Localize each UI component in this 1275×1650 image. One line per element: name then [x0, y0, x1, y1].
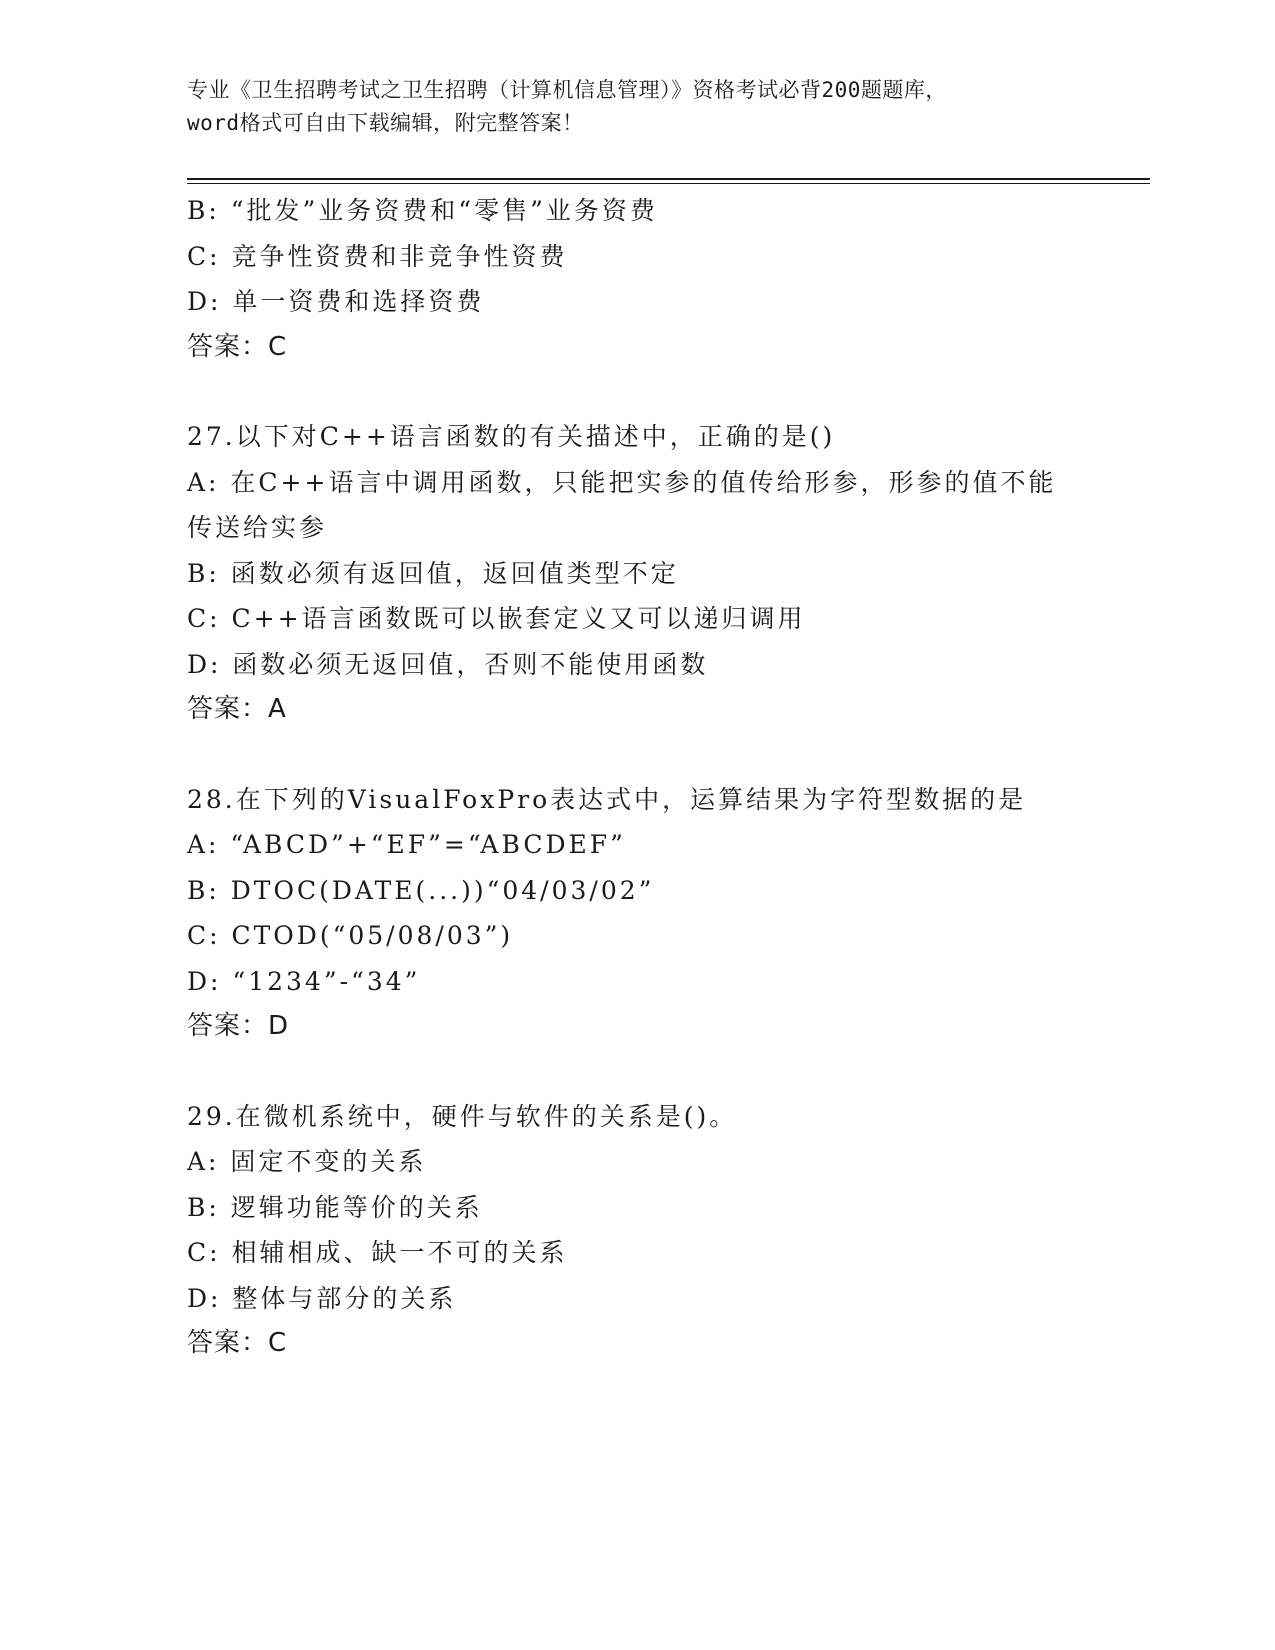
- page-header: [187, 74, 1087, 140]
- answer: 答案：D: [187, 1011, 290, 1041]
- question-27: [187, 414, 1107, 733]
- option-a: A: “ABCD”+“EF”=“ABCDEF”: [187, 830, 626, 859]
- question-text: 29.在微机系统中，硬件与软件的关系是()。: [187, 1101, 738, 1131]
- header-title-line-2: word格式可自由下载编辑，附完整答案！: [187, 111, 584, 135]
- option-d: D: 整体与部分的关系: [187, 1283, 457, 1313]
- header-rule-thin: [187, 183, 1150, 184]
- question-text: 27.以下对C++语言函数的有关描述中，正确的是(): [187, 422, 836, 451]
- option-c: C: C++语言函数既可以嵌套定义又可以递归调用: [187, 604, 806, 633]
- option-d: D: 单一资费和选择资费: [187, 287, 485, 316]
- option-c: C: 相辅相成、缺一不可的关系: [187, 1238, 568, 1267]
- answer: 答案：A: [187, 694, 287, 724]
- question-text: 28.在下列的VisualFoxPro表达式中，运算结果为字符型数据的是: [187, 784, 1027, 814]
- answer: 答案：C: [187, 1328, 288, 1358]
- option-b: B: 逻辑功能等价的关系: [187, 1192, 483, 1222]
- option-a: A: 固定不变的关系: [187, 1147, 427, 1176]
- header-rule-thick: [187, 178, 1150, 180]
- question-list: [187, 188, 1107, 1367]
- option-b: B: 函数必须有返回值，返回值类型不定: [187, 558, 679, 588]
- spacer: [187, 1050, 1107, 1094]
- option-c: C: 竞争性资费和非竞争性资费: [187, 241, 568, 271]
- option-c: C: CTOD(“05/08/03”): [187, 921, 514, 950]
- question-26: [187, 188, 1107, 370]
- option-d: D: 函数必须无返回值，否则不能使用函数: [187, 649, 709, 679]
- option-a-continued: 传送给实参: [187, 513, 328, 542]
- question-28: [187, 777, 1107, 1050]
- question-29: [187, 1094, 1107, 1367]
- option-b: B: “批发”业务资费和“零售”业务资费: [187, 196, 658, 225]
- spacer: [187, 370, 1107, 414]
- option-b: B: DTOC(DATE(...))“04/03/02”: [187, 875, 655, 905]
- spacer: [187, 733, 1107, 777]
- answer: 答案：C: [187, 331, 288, 362]
- header-title-line-1: 专业《卫生招聘考试之卫生招聘（计算机信息管理）》资格考试必背200题题库，: [187, 78, 947, 102]
- option-d: D: “1234”-“34”: [187, 966, 421, 996]
- option-a: A: 在C++语言中调用函数，只能把实参的值传给形参，形参的值不能: [187, 467, 1057, 497]
